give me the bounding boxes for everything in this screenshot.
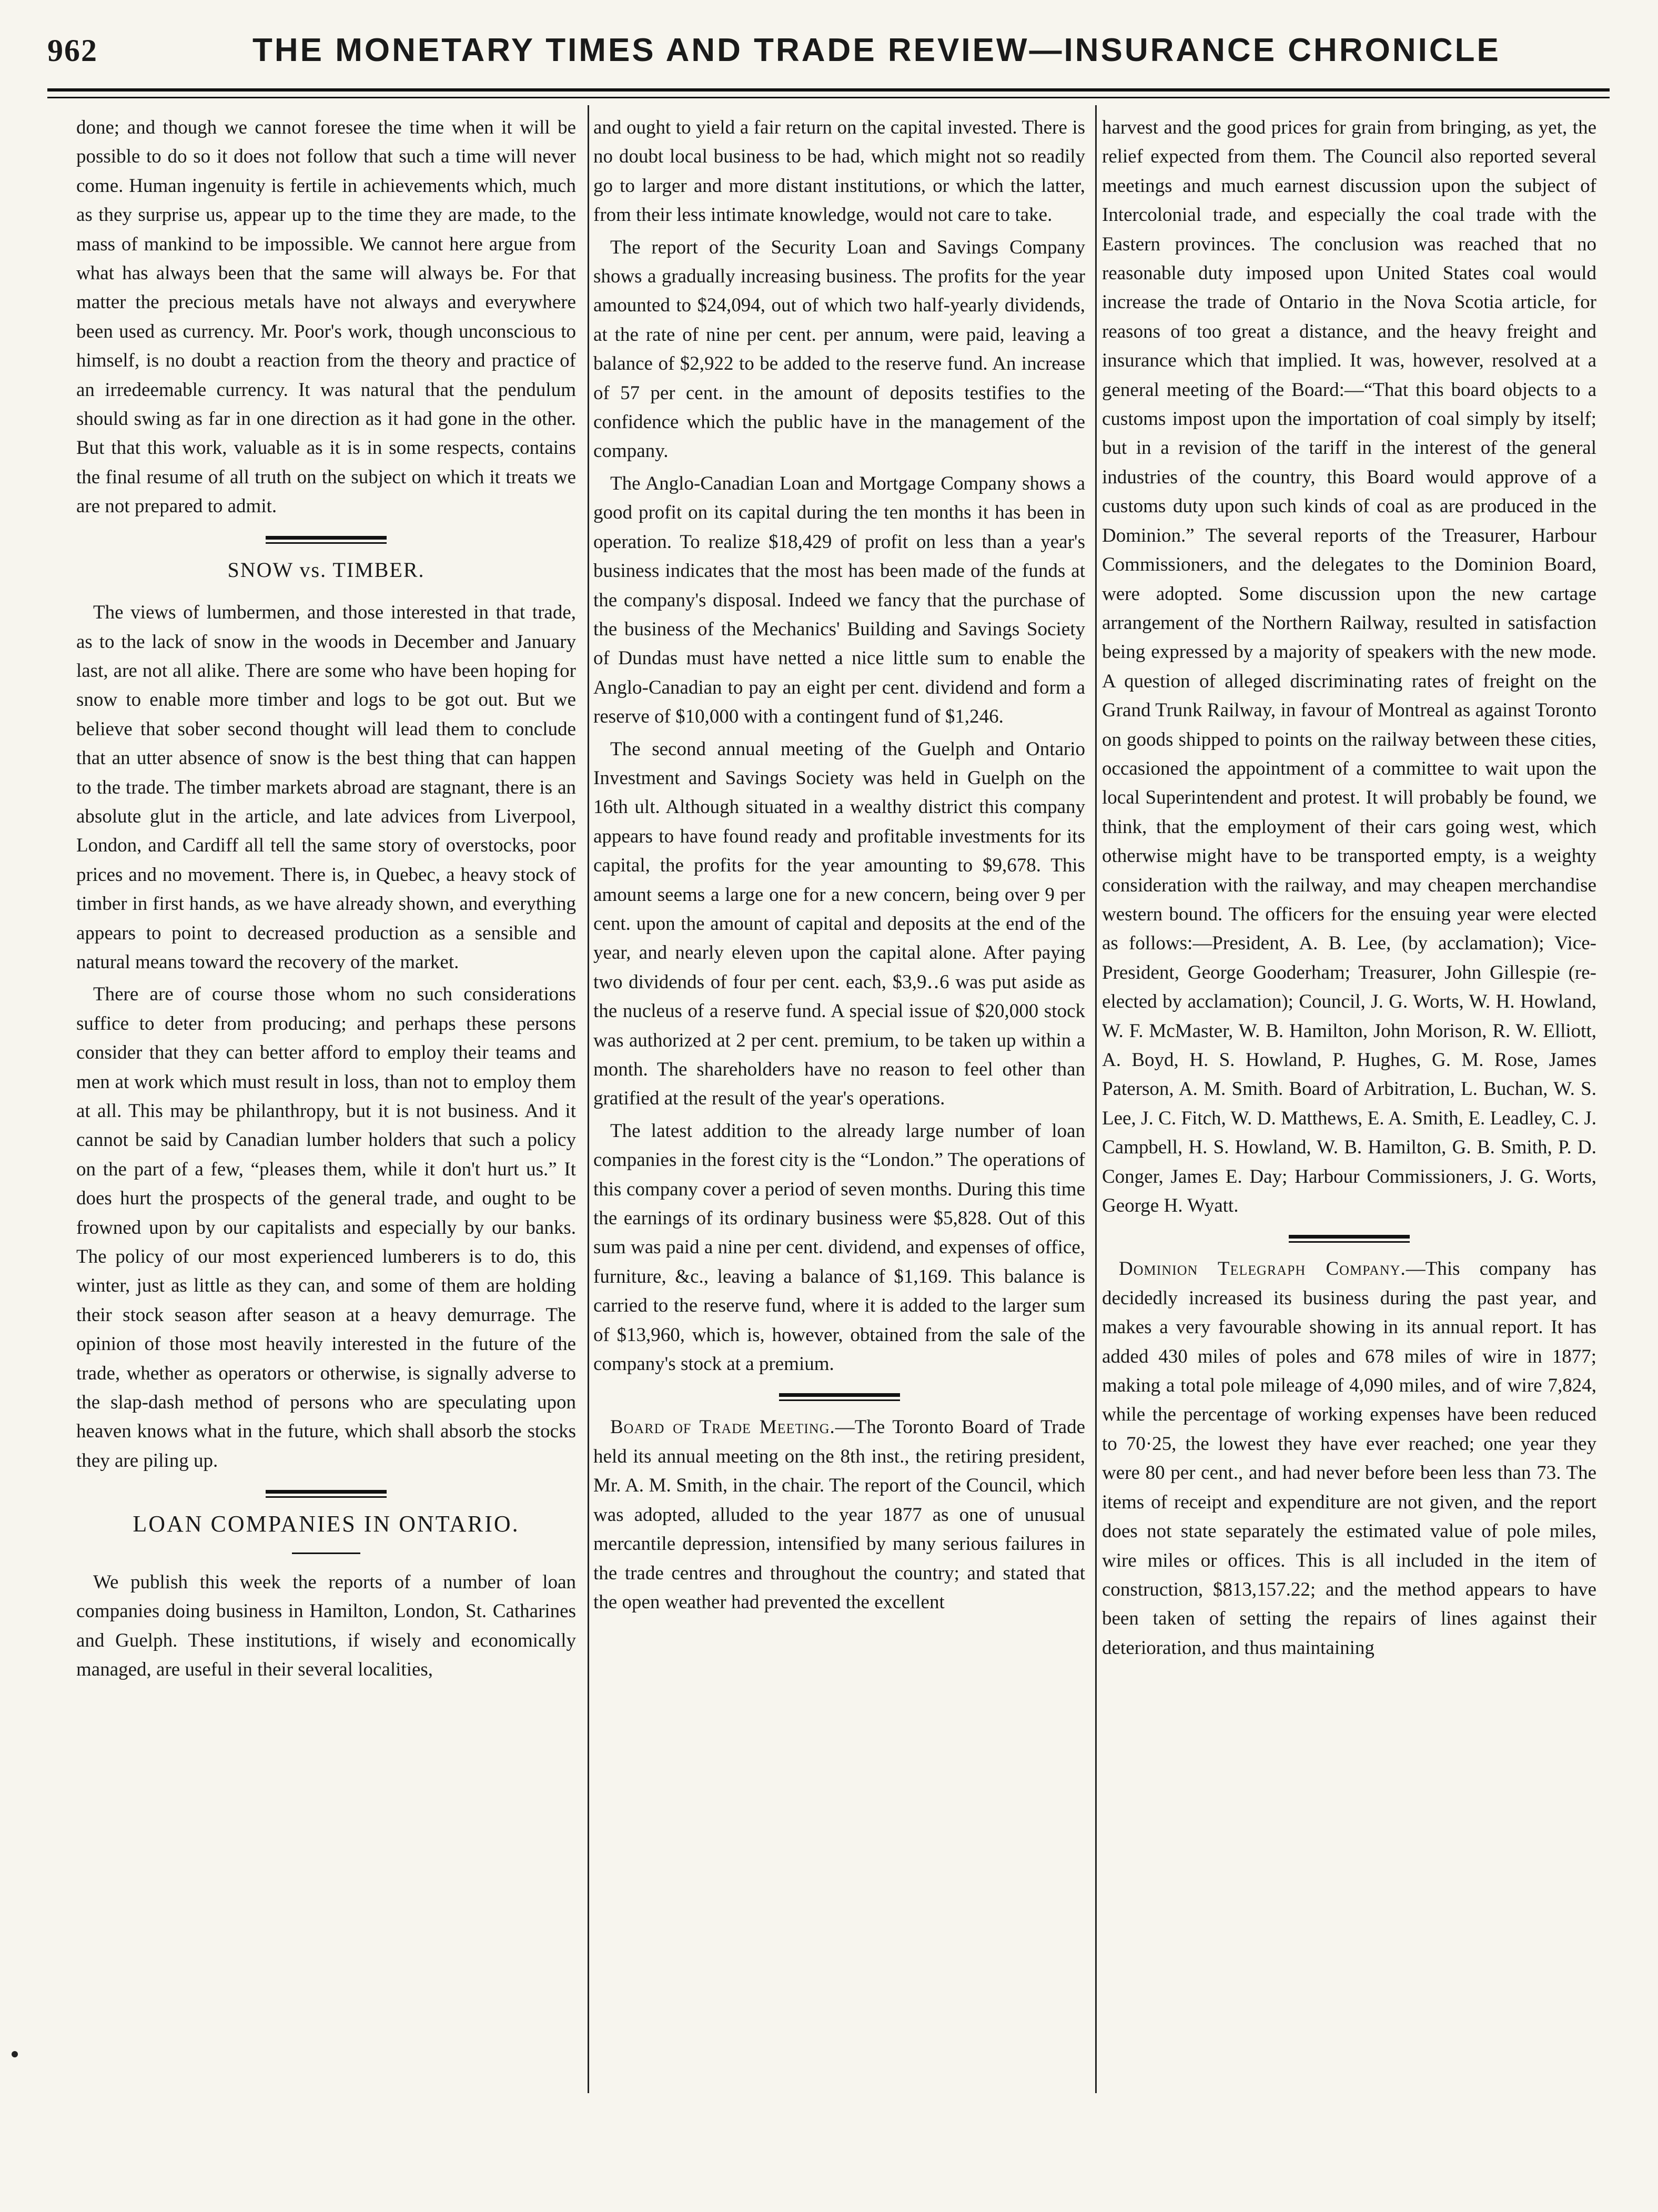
heading-underline xyxy=(292,1553,360,1554)
section-divider xyxy=(266,1490,387,1498)
running-head: THE MONETARY TIMES AND TRADE REVIEW—INSURANCE CHRONICLE xyxy=(252,32,1501,68)
dominion-telegraph-lead: Dominion Telegraph Company. xyxy=(1119,1258,1406,1280)
board-of-trade-lead: Board of Trade Meeting. xyxy=(610,1416,835,1438)
header-rule-thick xyxy=(47,88,1610,92)
board-of-trade-text: —The Toronto Board of Trade held its annual meeting on the 8th inst., the retiring president, Mr. A. M. Smith, in the chair. The report of the Council, which was adopted, alluded to the year 1877 as one of unusual mercantile depression, intensified by many serious failures in the trade centres and throughout the country; and stated that the open weather had prevented the excellent xyxy=(593,1416,1085,1613)
ink-speck xyxy=(12,2051,18,2057)
section-divider xyxy=(779,1393,900,1401)
col1-paragraph-2: The views of lumbermen, and those interested in that trade, as to the lack of snow in the woods in December and January last, are not all alike. There are some who have been hoping for snow to enable more timber and logs to be got out. But we believe that sober second thought will lead them to conclude that an utter absence of snow is the best thing that can happen to the trade. The timber markets abroad are stagnant, there is an absolute glut in the article, and late advices from Liverpool, London, and Cardiff all tell the same story of overstocks, poor prices and no movement. There is, in Quebec, a heavy stock of timber in first hands, as we have already shown, and everything appears to point to decreased production as a sensible and natural means toward the recovery of the market. xyxy=(76,602,576,973)
section-divider xyxy=(266,536,387,544)
column-rule-1 xyxy=(588,105,589,2093)
dominion-telegraph-text: —This company has decidedly increased its business during the past year, and makes a very favourable showing in its annual report. It has added 430 miles of poles and 678 miles of wire in 1877; making a total pole mileage of 4,090 miles, and of wire 7,824, while the percentage of working expenses have been reduced to 70·25, the lowest they have ever reached; one year they were 80 per cent., and had never before been less than 73. The items of receipt and expenditure are not given, and the report does not state separately the estimated value of pole miles, wire miles or offices. This is all included in the item of construction, $813,157.22; and the method appears to have been taken of setting the repairs of lines against their deterioration, and thus maintaining xyxy=(1102,1258,1596,1659)
heading-loan-companies: LOAN COMPANIES IN ONTARIO. xyxy=(133,1511,520,1537)
column-rule-2 xyxy=(1095,105,1097,2093)
page-header xyxy=(42,26,1594,84)
col2-paragraph-6 xyxy=(593,1413,1085,1617)
col1-paragraph-1: done; and though we cannot foresee the time when it will be possible to do so it does not follow that such a time will never come. Human ingenuity is fertile in achievements which, much as they surprise us, appear up to the time they are made, to the mass of mankind to be impossible. We cannot here argue from what has always been that the same will always be. For that matter the precious metals have not always and everywhere been used as currency. Mr. Poor's work, though unconscious to himself, is no doubt a reaction from the theory and practice of an irredeemable currency. It was natural that the pendulum should swing as far in one direction as it had gone in the other. But that this work, valuable as it is in some respects, contains the final resume of all truth on the subject on which it treats we are not prepared to admit. xyxy=(76,117,576,518)
col2-paragraph-5: The latest addition to the already large number of loan companies in the forest city is the “London.” The operations of this company cover a period of seven months. During this time the earnings of its ordinary business were $5,828. Out of this sum was paid a nine per cent. dividend, and expenses of office, furniture, &c., leaving a balance of $1,169. This balance is carried to the reserve fund, where it is added to the larger sum of $13,960, which is, however, obtained from the sale of the company's stock at a premium. xyxy=(593,1120,1085,1375)
col1-paragraph-3: There are of course those whom no such considerations suffice to deter from producing; and perhaps these persons consider that they can better afford to employ their teams and men at work which must result in loss, than not to employ them at all. This may be philanthropy, but it is not business. And it cannot be said by Canadian lumber holders that such a policy on the part of a few, “pleases them, while it don't hurt us.” It does hurt the prospects of the general trade, and ought to be frowned upon by our capitalists and especially by our banks. The policy of our most experienced lumberers is to do, this winter, just as little as they can, and some of them are holding their stock season after season at a heavy demurrage. The opinion of those most heavily interested in the future of the trade, whether as operators or otherwise, is signally adverse to the slap-dash method of persons who are speculating upon heaven knows what in the future, which shall absorb the stocks they are piling up. xyxy=(76,983,576,1472)
col2-paragraph-4: The second annual meeting of the Guelph and Ontario Investment and Savings Society was held in Guelph on the 16th ult. Although situated in a wealthy district this company appears to have found ready and profitable investments for its capital, the profits for the year amounting to $9,678. This amount seems a large one for a new concern, being over 9 per cent. upon the amount of capital and deposits at the end of the year, and nearly eleven upon the capital alone. After paying two dividends of four per cent. each, $3,9‥6 was put aside as the nucleus of a reserve fund. A special issue of $20,000 stock was authorized at 2 per cent. premium, to be taken up within a month. The shareholders have no reason to feel other than gratified at the result of the year's operations. xyxy=(593,738,1085,1110)
col2-paragraph-2: The report of the Security Loan and Savings Company shows a gradually increasing business. The profits for the year amounted to $24,094, out of which two half-yearly dividends, at the rate of nine per cent. per annum, were paid, leaving a balance of $2,922 to be added to the reserve fund. An increase of 57 per cent. in the amount of deposits testifies to the confidence which the public have in the management of the company. xyxy=(593,236,1085,462)
col3-paragraph-1: harvest and the good prices for grain from bringing, as yet, the relief expected from them. The Council also reported several meetings and much earnest discussion upon the subject of Intercolonial trade, and especially the coal trade with the Eastern provinces. The conclusion was reached that no reasonable duty imposed upon United States coal would increase the trade of Ontario in the Nova Scotia article, for reasons of too great a distance, and the heavy freight and insurance which that implied. It was, however, resolved at a general meeting of the Board:—“That this board objects to a customs impost upon the importation of coal simply by itself; but in a revision of the tariff in the interest of the general industries of the country, this Board would approve of a customs duty upon such kinds of coal as are produced in the Dominion.” The several reports of the Treasurer, Harbour Commissioners, and the delegates to the Dominion Board, were adopted. Some discussion upon the new cartage arrangement of the Northern Railway, resulted in satisfaction being expressed by a majority of speakers with the new mode. A question of alleged discriminating rates of freight on the Grand Trunk Railway, in favour of Montreal as against Toronto on goods shipped to points on the railway between these cities, occasioned the appointment of a committee to wait upon the local Superintendent and protest. It will probably be found, we think, that the employment of their cars going west, which otherwise might have to be transported empty, is a weighty consideration with the railway, and may cheapen merchandise western bound. The officers for the ensuing year were elected as follows:—President, A. B. Lee, (by acclamation); Vice-President, George Gooderham; Treasurer, John Gillespie (re-elected by acclamation); Council, J. G. Worts, W. H. Howland, W. F. McMaster, W. B. Hamilton, John Morison, R. W. Elliott, A. Boyd, H. S. Howland, P. Hughes, G. M. Rose, James Paterson, A. M. Smith. Board of Arbitration, L. Buchan, W. S. Lee, J. C. Fitch, W. D. Matthews, E. A. Smith, E. Leadley, C. J. Campbell, H. S. Howland, W. B. Hamilton, G. B. Smith, P. D. Conger, James E. Day; Harbour Commissioners, J. G. Worts, George H. Wyatt. xyxy=(1102,117,1596,1217)
col1-paragraph-4: We publish this week the reports of a number of loan companies doing business in Hamilton, London, St. Catharines and Guelph. These institutions, if wisely and economically managed, are useful in their several localities, xyxy=(76,1571,576,1680)
column-2 xyxy=(593,113,1085,2085)
section-divider xyxy=(1289,1235,1410,1243)
column-3 xyxy=(1102,113,1596,2085)
heading-snow-vs-timber: SNOW vs. TIMBER. xyxy=(227,557,425,582)
col2-paragraph-1: and ought to yield a fair return on the capital invested. There is no doubt local business to be had, which might not so readily go to larger and more distant institutions, or which the latter, from their less intimate knowledge, would not care to take. xyxy=(593,117,1085,226)
header-rule-thin xyxy=(47,97,1610,98)
col3-paragraph-2 xyxy=(1102,1254,1596,1662)
col2-paragraph-3: The Anglo-Canadian Loan and Mortgage Company shows a good profit on its capital during the ten months it has been in operation. To realize $18,429 of profit on less than a year's business indicates that the most has been made of the funds at the company's disposal. Indeed we fancy that the purchase of the business of the Mechanics' Building and Savings Society of Dundas must have netted a nice little sum to enable the Anglo-Canadian to pay an eight per cent. dividend and form a reserve of $10,000 with a contingent fund of $1,246. xyxy=(593,472,1085,728)
page-number: 962 xyxy=(47,33,98,68)
column-1 xyxy=(76,113,576,2085)
